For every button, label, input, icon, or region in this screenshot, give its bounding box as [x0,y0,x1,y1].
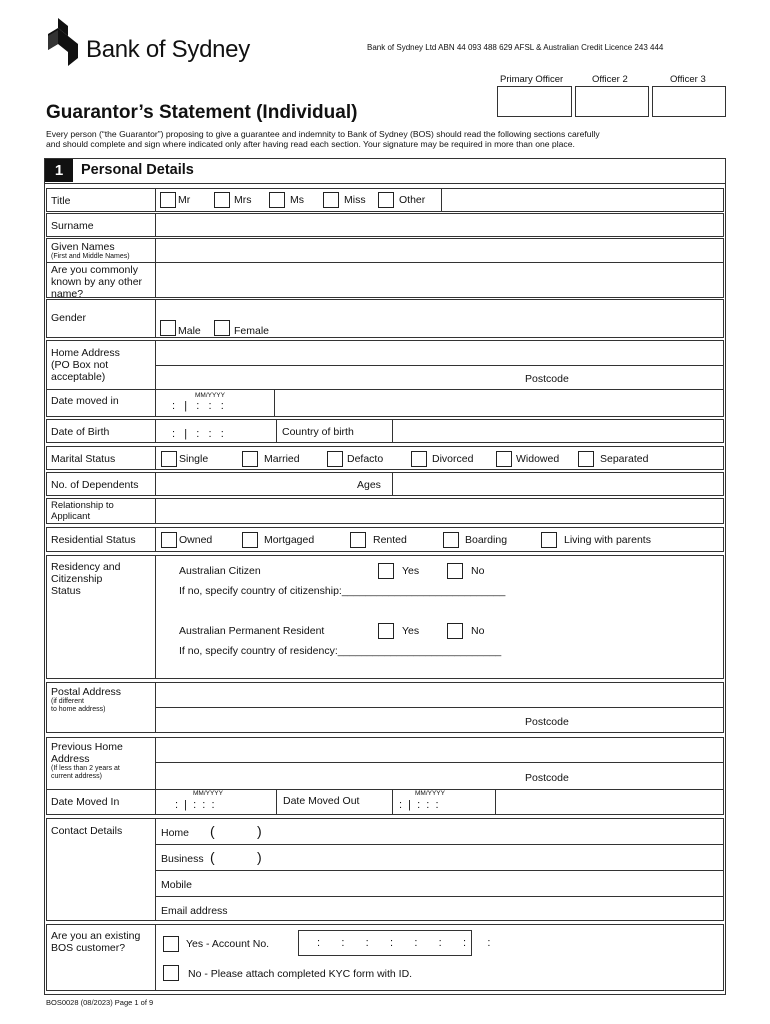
licence-text: Bank of Sydney Ltd ABN 44 093 488 629 AFSL & Australian Credit Licence 243 444 [367,43,664,52]
section-header [44,158,726,184]
prev-address-line-3: (If less than 2 years at [51,765,120,772]
officer-2-box[interactable] [575,86,649,117]
bank-logo-icon [44,16,84,68]
email-label: Email address [161,905,228,917]
title-label: Title [51,195,71,207]
option-other: Other [399,194,426,206]
postal-line-3: to home address) [51,706,106,713]
option-boarding: Boarding [465,534,508,546]
section-number: 1 [45,159,73,182]
option-female: Female [234,325,270,337]
option-mortgaged: Mortgaged [264,534,315,546]
residency-line-1: Residency and [51,561,121,573]
dependents-label: No. of Dependents [51,479,139,491]
option-divorced: Divorced [432,453,474,465]
ages-label: Ages [357,479,381,491]
postal-line-1: Postal Address [51,686,122,698]
date-moved-in-input[interactable]: : | : : : [172,400,224,412]
officer-primary-label: Primary Officer [500,74,564,85]
existing-no-label: No - Please attach completed KYC form with ID. [188,968,413,980]
date-moved-out-label: Date Moved Out [283,795,360,807]
officer-3-box[interactable] [652,86,726,117]
known-as-line-2: known by any other [51,276,143,288]
prev-address-line-2: Address [51,753,90,765]
option-mr: Mr [178,194,191,206]
option-ms: Ms [290,194,304,206]
bank-logo [44,16,84,68]
residency-line-2: Citizenship [51,573,103,585]
home-address-line-1: Home Address [51,347,120,359]
business-phone-paren-open: ( [210,849,215,865]
option-separated: Separated [600,453,649,465]
moved-out-date-input[interactable]: : | : : : [399,799,439,811]
option-single: Single [179,453,209,465]
relationship-line-1: Relationship to [51,500,114,511]
home-address-line-3: acceptable) [51,371,106,383]
home-address-line-2: (PO Box not [51,359,109,371]
home-postcode-label: Postcode [525,373,569,385]
prev-postcode-label: Postcode [525,772,569,784]
officer-3-label: Officer 3 [670,74,706,85]
citizen-yes-label: Yes [402,565,420,577]
pr-no-label: No [471,625,485,637]
officer-primary-box[interactable] [497,86,572,117]
dob-label: Date of Birth [51,426,110,438]
option-defacto: Defacto [347,453,384,465]
existing-yes-label: Yes - Account No. [186,938,270,950]
residential-label: Residential Status [51,534,136,546]
officer-2-label: Officer 2 [592,74,628,85]
surname-label: Surname [51,220,94,232]
citizen-no-label: No [471,565,485,577]
moved-in-format: MM/YYYY [193,790,223,797]
postal-line-2: (if different [51,698,84,705]
relationship-line-2: Applicant [51,511,91,522]
option-mrs: Mrs [234,194,252,206]
date-moved-in-label: Date moved in [51,395,119,407]
existing-line-1: Are you an existing [51,930,141,942]
residency-line-3: Status [51,585,81,597]
residency-specify[interactable]: If no, specify country of residency:____________________________ [179,645,502,657]
section-title: Personal Details [81,162,194,178]
option-male: Male [178,325,201,337]
option-living-with-parents: Living with parents [564,534,651,546]
known-as-line-1: Are you commonly [51,264,138,276]
account-number-separators: : : : : : : : : [317,937,492,949]
aus-pr-label: Australian Permanent Resident [179,625,325,637]
aus-citizen-label: Australian Citizen [179,565,261,577]
mobile-label: Mobile [161,879,192,891]
bank-name: Bank of Sydney [86,36,250,63]
home-phone-paren-close: ) [257,823,262,839]
prev-address-line-1: Previous Home [51,741,123,753]
home-phone-paren-open: ( [210,823,215,839]
existing-line-2: BOS customer? [51,942,126,954]
home-phone-label: Home [161,827,190,839]
prev-address-line-4: current address) [51,773,102,780]
given-names-text: Given Names [51,241,115,253]
option-rented: Rented [373,534,407,546]
form-outer-frame [44,184,726,995]
moved-out-format: MM/YYYY [415,790,445,797]
option-married: Married [264,453,300,465]
country-of-birth-label: Country of birth [282,426,354,438]
postal-postcode-label: Postcode [525,716,569,728]
option-miss: Miss [344,194,366,206]
pr-yes-label: Yes [402,625,420,637]
dob-input[interactable]: : | : : : [172,428,224,440]
intro-line-2: and should complete and sign where indicated only after having read each section. Your signature may be required in more than one place. [46,139,575,149]
page-title: Guarantor’s Statement (Individual) [46,102,358,123]
business-phone-label: Business [161,853,204,865]
footer-code: BOS0028 (08/2023) Page 1 of 9 [46,998,154,1007]
option-widowed: Widowed [516,453,560,465]
citizenship-specify[interactable]: If no, specify country of citizenship:____________________________ [179,585,506,597]
date-moved-in-format: MM/YYYY [195,392,225,399]
given-names-note: (First and Middle Names) [51,253,130,260]
marital-label: Marital Status [51,453,116,465]
moved-in-date-input[interactable]: : | : : : [175,799,215,811]
known-as-line-3: name? [51,288,84,300]
intro-line-1: Every person (“the Guarantor”) proposing to give a guarantee and indemnity to Bank of Sydney (BOS) should read the following sections carefully [46,129,600,139]
option-owned: Owned [179,534,213,546]
date-moved-in-2-label: Date Moved In [51,796,120,808]
contact-label: Contact Details [51,825,123,837]
gender-label: Gender [51,312,87,324]
business-phone-paren-close: ) [257,849,262,865]
